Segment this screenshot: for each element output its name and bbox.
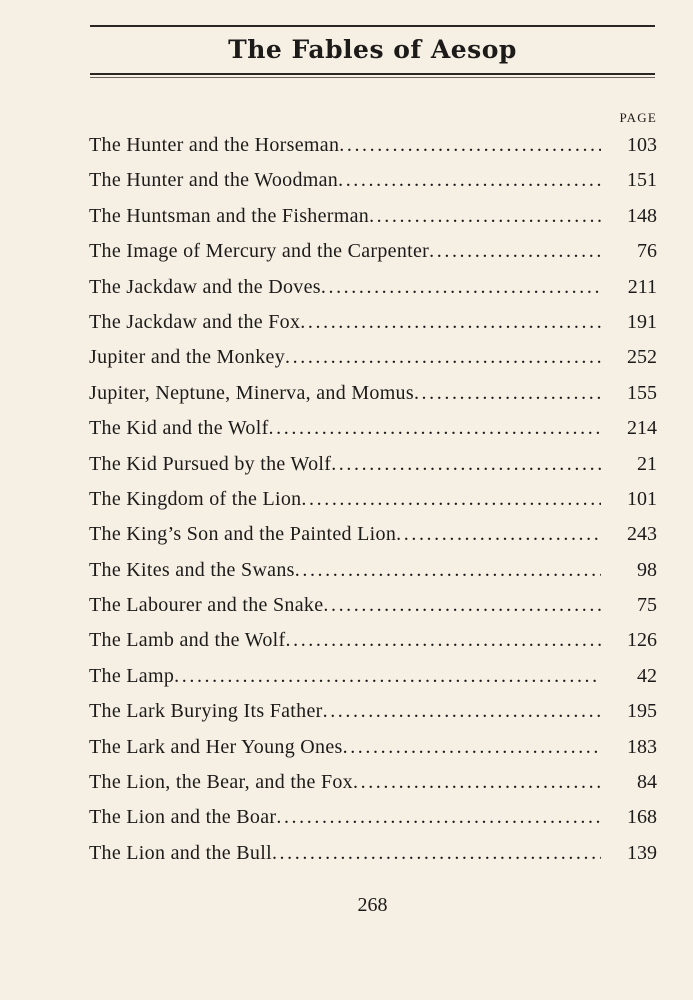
- dot-leader: [276, 800, 601, 835]
- toc-entry-page: 84: [637, 771, 657, 794]
- toc-entry-page: 151: [627, 169, 657, 192]
- dot-leader: [331, 447, 601, 482]
- toc-entry-title: The Jackdaw and the Fox: [89, 310, 301, 333]
- toc-entry-title: The Lamp: [89, 664, 175, 687]
- toc-entry: [89, 305, 657, 340]
- toc-entry-title: The Kid and the Wolf: [89, 417, 269, 440]
- page-column-label: PAGE: [619, 110, 657, 125]
- toc-entry-title: The Hunter and the Woodman: [89, 169, 339, 192]
- toc-entry-page: 214: [627, 417, 657, 440]
- toc-entry: [89, 588, 657, 623]
- header-rule-bottom-thin: [90, 77, 655, 78]
- toc-entry-page: 75: [637, 594, 657, 617]
- toc-entry-title: The Kites and the Swans: [89, 558, 295, 581]
- toc-entry-title: The Lion, the Bear, and the Fox: [89, 771, 353, 794]
- dot-leader: [338, 163, 601, 198]
- toc-entry: [89, 447, 657, 482]
- toc-entry: [89, 694, 657, 729]
- toc-entry: [89, 340, 657, 375]
- dot-leader: [286, 623, 602, 658]
- dot-leader: [295, 553, 601, 588]
- toc-entry: [89, 659, 657, 694]
- page-number: 268: [357, 894, 388, 916]
- toc-entry: [89, 517, 657, 552]
- toc-entry-page: 98: [637, 558, 657, 581]
- toc-entry-page: 103: [627, 134, 657, 156]
- toc-entry: [89, 234, 657, 269]
- dot-leader: [321, 270, 601, 305]
- toc-entry-title: The Lark Burying Its Father: [89, 700, 323, 723]
- header-rule-top: [90, 25, 655, 27]
- toc-entry-page: 183: [627, 735, 657, 758]
- toc-entry: [89, 376, 657, 411]
- toc-entry: [89, 482, 657, 517]
- toc-entry: [89, 128, 657, 163]
- toc-entry-page: 243: [627, 523, 657, 546]
- toc-entry-page: 42: [637, 664, 657, 687]
- toc-entry-page: 168: [627, 806, 657, 829]
- dot-leader: [343, 730, 601, 765]
- toc-entry: [89, 623, 657, 658]
- toc-entry-title: The Huntsman and the Fisherman: [89, 204, 370, 227]
- toc-entry-title: The Jackdaw and the Doves: [89, 275, 321, 298]
- toc-entry: [89, 163, 657, 198]
- toc-entry-page: 126: [627, 629, 657, 652]
- toc-entry: [89, 836, 657, 871]
- toc-entry-title: The Lark and Her Young Ones: [89, 735, 343, 758]
- dot-leader: [396, 517, 601, 552]
- toc-entry: [89, 730, 657, 765]
- dot-leader: [353, 765, 601, 800]
- header-rule-bottom: [90, 73, 655, 75]
- dot-leader: [323, 694, 601, 729]
- table-of-contents: [89, 128, 657, 871]
- dot-leader: [285, 340, 601, 375]
- dot-leader: [369, 199, 601, 234]
- dot-leader: [339, 128, 601, 163]
- toc-entry-page: 148: [627, 204, 657, 227]
- dot-leader: [414, 376, 601, 411]
- toc-entry: [89, 765, 657, 800]
- toc-entry-page: 139: [627, 841, 657, 864]
- toc-entry-title: Jupiter, Neptune, Minerva, and Momus: [89, 381, 414, 404]
- toc-entry: [89, 553, 657, 588]
- dot-leader: [323, 588, 601, 623]
- dot-leader: [269, 411, 601, 446]
- dot-leader: [301, 482, 601, 517]
- toc-entry-page: 101: [627, 487, 657, 510]
- toc-entry: [89, 800, 657, 835]
- toc-entry-page: 76: [637, 240, 657, 263]
- toc-entry-page: 252: [627, 346, 657, 369]
- dot-leader: [272, 836, 601, 871]
- toc-entry-title: Jupiter and the Monkey: [89, 346, 286, 369]
- toc-entry-title: The Hunter and the Horseman: [89, 134, 340, 156]
- toc-entry-page: 211: [627, 275, 657, 298]
- dot-leader: [174, 659, 601, 694]
- toc-entry: [89, 270, 657, 305]
- running-header-title: The Fables of Aesop: [228, 35, 517, 64]
- toc-entry-title: The King’s Son and the Painted Lion: [89, 523, 397, 546]
- toc-entry-title: The Lamb and the Wolf: [89, 629, 286, 652]
- dot-leader: [300, 305, 601, 340]
- toc-entry-title: The Lion and the Bull: [89, 841, 272, 864]
- dot-leader: [429, 234, 601, 269]
- toc-entry: [89, 199, 657, 234]
- toc-entry-title: The Kid Pursued by the Wolf: [89, 452, 332, 475]
- toc-entry-page: 191: [627, 310, 657, 333]
- toc-entry-title: The Image of Mercury and the Carpenter: [89, 240, 430, 263]
- toc-entry-page: 195: [627, 700, 657, 723]
- toc-entry-title: The Labourer and the Snake: [89, 594, 324, 617]
- toc-entry-page: 155: [627, 381, 657, 404]
- toc-entry-page: 21: [637, 452, 657, 475]
- toc-entry-title: The Lion and the Boar: [89, 806, 277, 829]
- toc-entry-title: The Kingdom of the Lion: [89, 487, 302, 510]
- toc-entry: [89, 411, 657, 446]
